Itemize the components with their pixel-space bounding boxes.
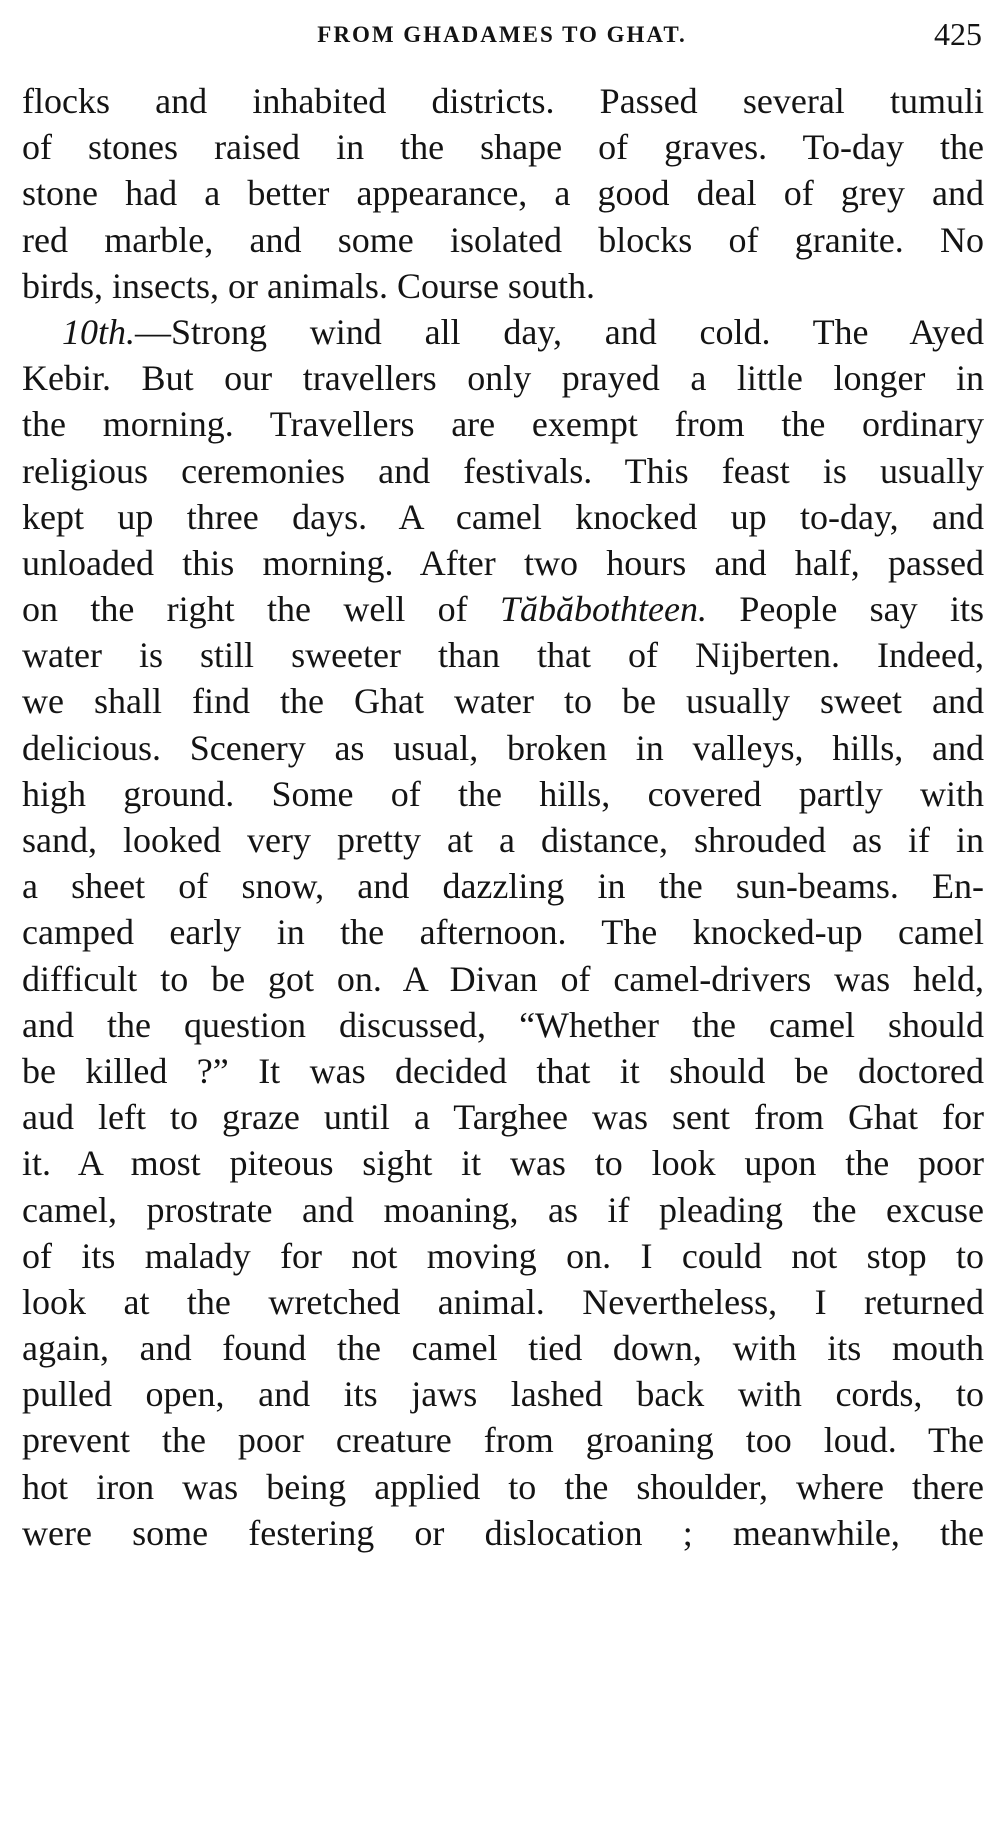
text-line: difficult to be got on. A Divan of camel-drivers was held,: [22, 958, 984, 999]
text-line: and the question discussed, “Whether the camel should: [22, 1004, 984, 1045]
text-line: it. A most piteous sight it was to look upon the poor: [22, 1143, 984, 1184]
text-line: look at the wretched animal. Nevertheless, I returned: [22, 1281, 984, 1322]
text-line: religious ceremonies and festivals. This feast is usually: [22, 450, 984, 491]
text-line: prevent the poor creature from groaning too loud. The: [22, 1420, 984, 1461]
text-line: on the right the well of Tăbăbothteen. People say its: [22, 589, 985, 630]
text-line: high ground. Some of the hills, covered partly with: [22, 773, 984, 814]
text-line: unloaded this morning. After two hours and half, passed: [22, 542, 984, 583]
body-text: [22, 78, 984, 1556]
text-line: be killed ?” It was decided that it should be doctored: [22, 1050, 984, 1091]
text-line: kept up three days. A camel knocked up to-day, and: [22, 496, 984, 537]
italic-text: Tăbăbothteen.: [500, 589, 707, 630]
running-head: FROM GHADAMES TO GHAT.: [317, 22, 687, 47]
text-line: were some festering or dislocation ; meanwhile, the: [22, 1512, 984, 1553]
text-line: again, and found the camel tied down, with its mouth: [22, 1328, 984, 1369]
text-line: of its malady for not moving on. I could not stop to: [22, 1235, 984, 1276]
text-line: a sheet of snow, and dazzling in the sun-beams. En-: [22, 866, 984, 907]
text-line: birds, insects, or animals. Course south.: [22, 265, 595, 306]
text-line: 10th.—Strong wind all day, and cold. The Ayed: [62, 311, 984, 352]
text-line: flocks and inhabited districts. Passed several tumuli: [22, 81, 984, 121]
page-number: 425: [934, 16, 982, 52]
text-line: red marble, and some isolated blocks of granite. No: [22, 219, 984, 260]
text-line: aud left to graze until a Targhee was sent from Ghat for: [22, 1097, 984, 1138]
page-header: [22, 16, 982, 56]
text-line: camel, prostrate and moaning, as if pleading the excuse: [22, 1189, 984, 1230]
text-line: hot iron was being applied to the shoulder, where there: [22, 1466, 984, 1507]
text-line: sand, looked very pretty at a distance, shrouded as if in: [22, 820, 984, 860]
text-line: pulled open, and its jaws lashed back with cords, to: [22, 1374, 984, 1415]
text-line: we shall find the Ghat water to be usually sweet and: [22, 681, 984, 722]
text-line: water is still sweeter than that of Nijberten. Indeed,: [22, 635, 984, 676]
text-line: stone had a better appearance, a good deal of grey and: [22, 173, 984, 214]
text-line: Kebir. But our travellers only prayed a little longer in: [22, 358, 984, 399]
italic-text: 10th.: [62, 311, 136, 352]
text-line: the morning. Travellers are exempt from the ordinary: [22, 404, 984, 445]
text-line: camped early in the afternoon. The knocked-up camel: [22, 912, 984, 953]
text-line: delicious. Scenery as usual, broken in valleys, hills, and: [22, 727, 984, 768]
text-line: of stones raised in the shape of graves. To-day the: [22, 127, 984, 168]
